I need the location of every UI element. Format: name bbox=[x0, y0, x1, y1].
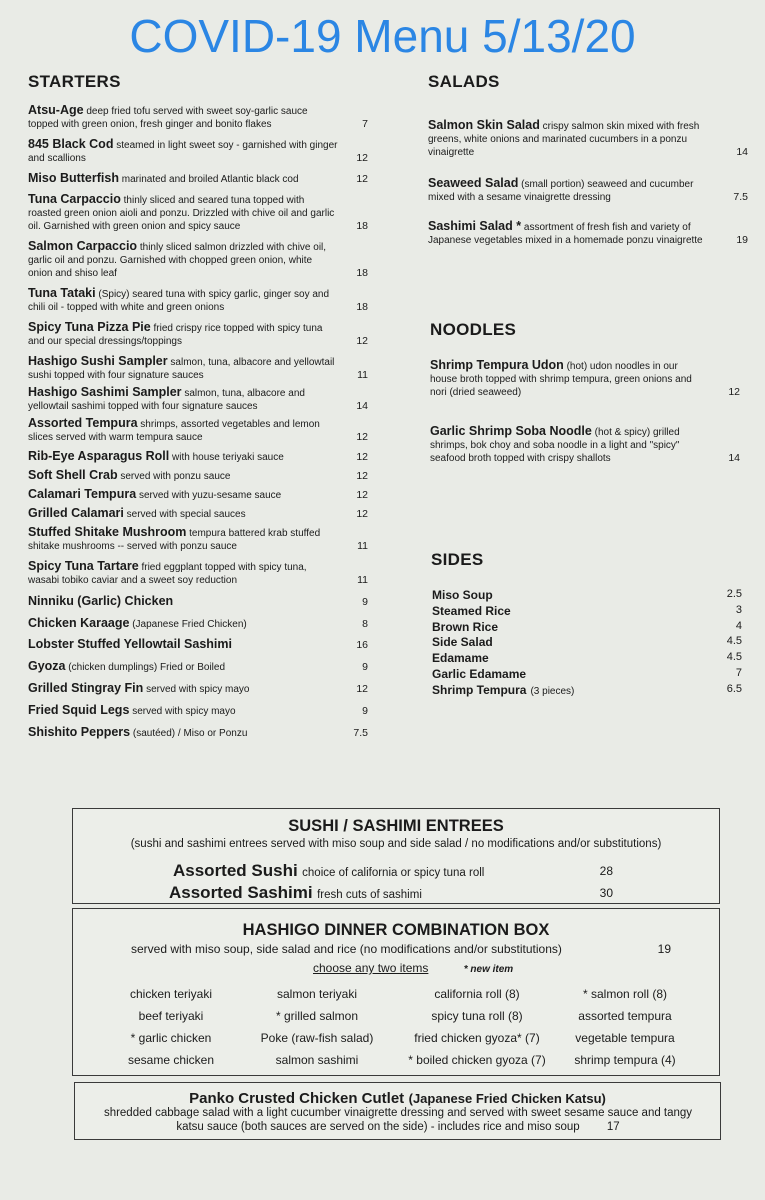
combo-title: HASHIGO DINNER COMBINATION BOX bbox=[242, 921, 550, 939]
combo-option: california roll (8) bbox=[434, 987, 520, 1001]
entree-name: Assorted Sashimi bbox=[169, 883, 313, 902]
combo-option: salmon sashimi bbox=[275, 1053, 359, 1067]
combo-subtitle-row bbox=[131, 942, 671, 956]
menu-item bbox=[28, 321, 368, 348]
item-price: 14 bbox=[736, 146, 748, 158]
item-name: Rib-Eye Asparagus Roll bbox=[28, 449, 170, 463]
side-item bbox=[432, 588, 742, 604]
item-name: Calamari Tempura bbox=[28, 487, 137, 501]
item-name: Miso Butterfish bbox=[28, 171, 119, 185]
item-price: 18 bbox=[356, 301, 368, 313]
item-name: Spicy Tuna Pizza Pie bbox=[28, 320, 151, 334]
starters-list bbox=[28, 104, 368, 740]
item-price: 12 bbox=[356, 451, 368, 463]
sides-list bbox=[432, 588, 742, 699]
starters-heading: STARTERS bbox=[28, 72, 121, 91]
combo-new-note: * new item bbox=[463, 964, 514, 975]
item-description: served with special sauces bbox=[126, 509, 246, 520]
combo-box bbox=[72, 908, 720, 1076]
item-description: served with yuzu-sesame sauce bbox=[138, 490, 282, 501]
menu-item bbox=[28, 638, 368, 652]
item-name: Soft Shell Crab bbox=[28, 468, 118, 482]
combo-grid bbox=[73, 985, 719, 1069]
item-price: 12 bbox=[356, 173, 368, 185]
item-name: Salmon Carpaccio bbox=[28, 239, 138, 253]
side-price: 4 bbox=[735, 619, 742, 632]
item-description: salmon, tuna, albacore and yellowtail sashimi topped with four signature sauces bbox=[28, 388, 305, 412]
item-description: served with spicy mayo bbox=[146, 684, 250, 695]
item-price: 9 bbox=[362, 661, 368, 673]
combo-option: sesame chicken bbox=[127, 1053, 215, 1067]
noodles-heading: NOODLES bbox=[430, 320, 517, 339]
item-description: (hot) udon noodles in our house broth topped with shrimp tempura, green onions and nori (dried seaweed) bbox=[430, 361, 692, 398]
item-name: Sashimi Salad * bbox=[428, 219, 522, 233]
item-name: Ninniku (Garlic) Chicken bbox=[28, 594, 174, 608]
item-name: Chicken Karaage bbox=[28, 616, 130, 630]
side-item bbox=[432, 651, 742, 667]
salads-heading: SALADS bbox=[428, 72, 500, 91]
combo-price: 19 bbox=[657, 942, 671, 956]
item-name: 845 Black Cod bbox=[28, 137, 114, 151]
menu-item bbox=[28, 172, 368, 186]
item-price: 12 bbox=[356, 431, 368, 443]
menu-item bbox=[28, 469, 368, 483]
menu-item bbox=[28, 240, 368, 280]
side-name: Side Salad bbox=[432, 635, 493, 650]
item-price: 12 bbox=[356, 335, 368, 347]
combo-option: * salmon roll (8) bbox=[582, 987, 668, 1001]
side-price: 4.5 bbox=[726, 651, 742, 664]
katsu-name: Panko Crusted Chicken Cutlet bbox=[189, 1090, 405, 1107]
item-price: 14 bbox=[728, 452, 740, 464]
menu-item bbox=[28, 138, 368, 165]
menu-item bbox=[28, 595, 368, 609]
item-description: marinated and broiled Atlantic black cod bbox=[121, 174, 299, 185]
menu-item bbox=[28, 193, 368, 233]
item-name: Atsu-Age bbox=[28, 103, 84, 117]
item-price: 18 bbox=[356, 220, 368, 232]
item-description: (hot & spicy) grilled shrimps, bok choy and soba noodle in a light and "spicy" seafood broth topped with crispy shallots bbox=[430, 427, 680, 464]
item-name: Tuna Carpaccio bbox=[28, 192, 121, 206]
menu-item bbox=[430, 425, 740, 465]
side-name: Miso Soup bbox=[432, 588, 493, 602]
side-price: 6.5 bbox=[726, 682, 742, 695]
combo-option: beef teriyaki bbox=[138, 1009, 204, 1023]
entree-item bbox=[169, 883, 613, 903]
combo-option: * boiled chicken gyoza (7) bbox=[408, 1053, 546, 1067]
item-price: 18 bbox=[356, 267, 368, 279]
entree-name: Assorted Sushi bbox=[173, 861, 298, 880]
combo-option: spicy tuna roll (8) bbox=[431, 1009, 523, 1023]
item-name: Fried Squid Legs bbox=[28, 703, 130, 717]
menu-item bbox=[28, 488, 368, 502]
item-name: Gyoza bbox=[28, 659, 66, 673]
item-price: 11 bbox=[357, 574, 368, 586]
item-name: Tuna Tataki bbox=[28, 286, 96, 300]
item-description: deep fried tofu served with sweet soy-garlic sauce topped with green onion, fresh ginger and bonito flakes bbox=[28, 106, 308, 130]
menu-item bbox=[28, 417, 368, 444]
combo-choose-row bbox=[313, 961, 513, 975]
item-price: 14 bbox=[356, 400, 368, 412]
page-title: COVID-19 Menu 5/13/20 bbox=[129, 10, 636, 62]
item-name: Hashigo Sashimi Sampler bbox=[28, 385, 182, 399]
menu-item bbox=[28, 287, 368, 314]
katsu-desc: shredded cabbage salad with a light cucumber vinaigrette dressing and served with sweet sesame sauce and tangy katsu sauce (both sauces are served on the side) - includes rice and miso soup bbox=[103, 1107, 693, 1133]
item-price: 7.5 bbox=[733, 191, 748, 203]
combo-option: assorted tempura bbox=[578, 1009, 672, 1023]
item-name: Seaweed Salad bbox=[428, 176, 519, 190]
item-name: Shrimp Tempura Udon bbox=[430, 358, 564, 372]
menu-item bbox=[28, 104, 368, 131]
side-note: (3 pieces) bbox=[530, 685, 575, 697]
item-price: 12 bbox=[356, 489, 368, 501]
katsu-box bbox=[74, 1082, 721, 1140]
right-column bbox=[428, 72, 748, 697]
combo-option: vegetable tempura bbox=[575, 1031, 675, 1045]
starters-section bbox=[28, 72, 368, 740]
item-description: (small portion) seaweed and cucumber mixed with a sesame vinaigrette dressing bbox=[428, 179, 694, 203]
entree-desc: fresh cuts of sashimi bbox=[317, 889, 422, 901]
item-description: shrimps, assorted vegetables and lemon slices served with warm tempura sauce bbox=[28, 419, 320, 443]
menu-item bbox=[28, 617, 368, 631]
item-description: with house teriyaki sauce bbox=[172, 452, 284, 463]
salads-list bbox=[428, 119, 748, 247]
item-description: served with ponzu sauce bbox=[120, 471, 231, 482]
item-price: 12 bbox=[356, 470, 368, 482]
entree-price: 30 bbox=[599, 886, 613, 900]
menu-item bbox=[430, 359, 740, 399]
item-name: Stuffed Shitake Mushroom bbox=[28, 525, 187, 539]
item-price: 7.5 bbox=[353, 727, 368, 739]
combo-option: shrimp tempura (4) bbox=[574, 1053, 676, 1067]
menu-item bbox=[28, 526, 368, 553]
combo-option: chicken teriyaki bbox=[129, 987, 213, 1001]
menu-item bbox=[428, 220, 748, 247]
side-item bbox=[432, 667, 742, 683]
item-description: (Japanese Fried Chicken) bbox=[132, 619, 247, 630]
item-name: Garlic Shrimp Soba Noodle bbox=[430, 424, 592, 438]
item-description: thinly sliced and seared tuna topped with roasted green onion aioli and ponzu. Drizzled with chive oil and garlic oil. Garnished with green onion and spicy sauce bbox=[28, 195, 335, 232]
item-description: steamed in light sweet soy - garnished with ginger and scallions bbox=[28, 140, 338, 164]
menu-item bbox=[28, 507, 368, 521]
menu-item bbox=[28, 355, 368, 382]
entrees-title: SUSHI / SASHIMI ENTREES bbox=[288, 817, 504, 835]
item-name: Hashigo Sushi Sampler bbox=[28, 354, 168, 368]
combo-option: * grilled salmon bbox=[275, 1009, 359, 1023]
side-item bbox=[432, 683, 742, 699]
menu-item bbox=[28, 450, 368, 464]
menu-item bbox=[28, 560, 368, 587]
entree-item bbox=[173, 861, 613, 881]
menu-item bbox=[28, 660, 368, 674]
side-price: 4.5 bbox=[726, 635, 742, 648]
combo-option: fried chicken gyoza* (7) bbox=[414, 1031, 540, 1045]
item-description: (chicken dumplings) Fried or Boiled bbox=[68, 662, 226, 673]
item-price: 16 bbox=[356, 639, 368, 651]
combo-option: Poke (raw-fish salad) bbox=[260, 1031, 374, 1045]
noodles-list bbox=[430, 359, 740, 465]
menu-item bbox=[428, 177, 748, 204]
menu-item bbox=[28, 682, 368, 696]
item-description: salmon, tuna, albacore and yellowtail sushi topped with four signature sauces bbox=[28, 357, 335, 381]
item-description: (Spicy) seared tuna with spicy garlic, ginger soy and chili oil - topped with white and green onions bbox=[28, 289, 330, 313]
katsu-note: (Japanese Fried Chicken Katsu) bbox=[408, 1091, 606, 1106]
combo-option: salmon teriyaki bbox=[276, 987, 358, 1001]
item-name: Shishito Peppers bbox=[28, 725, 131, 739]
item-price: 12 bbox=[356, 683, 368, 695]
side-price: 2.5 bbox=[726, 588, 742, 600]
item-price: 11 bbox=[357, 540, 368, 552]
side-name: Garlic Edamame bbox=[432, 666, 527, 681]
item-description: tempura battered krab stuffed shitake mushrooms -- served with ponzu sauce bbox=[28, 528, 321, 552]
entrees-box bbox=[72, 808, 720, 904]
item-name: Assorted Tempura bbox=[28, 416, 138, 430]
item-description: fried crispy rice topped with spicy tuna and our special dressings/toppings bbox=[28, 323, 323, 347]
item-description: served with spicy mayo bbox=[132, 706, 236, 717]
item-price: 7 bbox=[362, 118, 368, 130]
menu-item bbox=[28, 386, 368, 413]
item-price: 11 bbox=[357, 369, 368, 381]
item-price: 19 bbox=[736, 234, 748, 246]
item-name: Grilled Calamari bbox=[28, 506, 124, 520]
side-item bbox=[432, 604, 742, 620]
side-name: Edamame bbox=[432, 651, 489, 666]
item-price: 12 bbox=[728, 386, 740, 398]
combo-subtitle: served with miso soup, side salad and rice (no modifications and/or substitutions) bbox=[131, 942, 562, 956]
menu-item bbox=[28, 704, 368, 718]
entree-price: 28 bbox=[599, 864, 613, 878]
side-item bbox=[432, 620, 742, 636]
item-price: 8 bbox=[362, 618, 368, 630]
entrees-subtitle: (sushi and sashimi entrees served with miso soup and side salad / no modifications and/or substitutions) bbox=[130, 838, 662, 850]
katsu-desc-row bbox=[89, 1106, 707, 1134]
combo-option: * garlic chicken bbox=[130, 1031, 212, 1045]
item-name: Lobster Stuffed Yellowtail Sashimi bbox=[28, 637, 232, 651]
katsu-price: 17 bbox=[606, 1121, 620, 1133]
item-description: (sautéed) / Miso or Ponzu bbox=[132, 728, 248, 739]
item-description: thinly sliced salmon drizzled with chive oil, garlic oil and ponzu. Garnished with chopped green onion, white onion and shiso leaf bbox=[28, 242, 327, 279]
menu-item bbox=[428, 119, 748, 159]
side-price: 3 bbox=[735, 603, 742, 616]
item-description: crispy salmon skin mixed with fresh greens, white onions and marinated cucumbers in a ponzu vinaigrette bbox=[428, 121, 700, 158]
entree-desc: choice of california or spicy tuna roll bbox=[302, 867, 485, 879]
item-price: 9 bbox=[362, 596, 368, 608]
side-name: Steamed Rice bbox=[432, 603, 511, 618]
combo-choose: choose any two items bbox=[313, 961, 429, 975]
sides-heading: SIDES bbox=[431, 550, 484, 569]
item-description: assortment of fresh fish and variety of Japanese vegetables mixed in a homemade ponzu vinaigrette bbox=[428, 222, 703, 246]
menu-item bbox=[28, 726, 368, 740]
item-description: fried eggplant topped with spicy tuna, wasabi tobiko caviar and a sweet soy reduction bbox=[28, 562, 307, 586]
item-name: Spicy Tuna Tartare bbox=[28, 559, 139, 573]
item-price: 9 bbox=[362, 705, 368, 717]
item-price: 12 bbox=[356, 508, 368, 520]
side-item bbox=[432, 635, 742, 651]
side-name: Brown Rice bbox=[432, 619, 499, 634]
side-price: 7 bbox=[735, 666, 742, 679]
side-name: Shrimp Tempura bbox=[432, 682, 527, 697]
item-price: 12 bbox=[356, 152, 368, 164]
item-name: Grilled Stingray Fin bbox=[28, 681, 144, 695]
item-name: Salmon Skin Salad bbox=[428, 118, 540, 132]
